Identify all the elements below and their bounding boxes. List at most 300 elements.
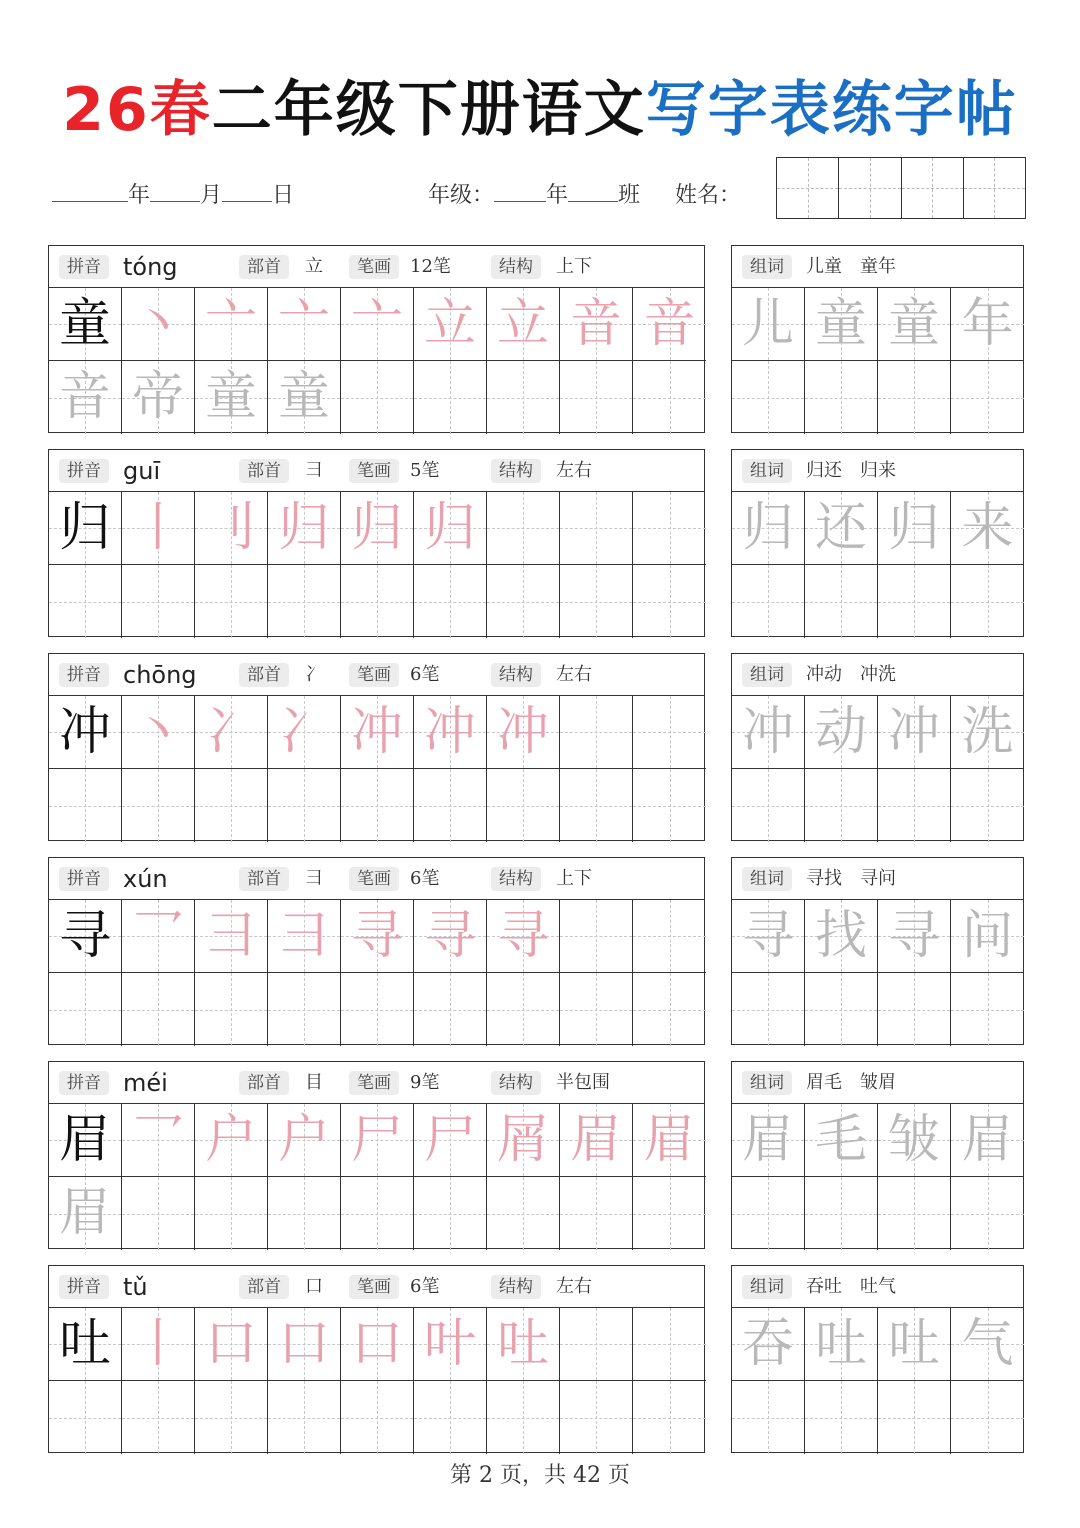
grid-cell[interactable] — [633, 1381, 706, 1454]
grid-cell[interactable] — [805, 1308, 878, 1381]
words-header — [732, 246, 1023, 288]
stroke-step-char: 归 — [423, 498, 476, 558]
grid-cell[interactable] — [122, 1177, 195, 1250]
grid-cell[interactable] — [195, 696, 268, 769]
grid-cell[interactable] — [341, 900, 414, 973]
words-header — [732, 1062, 1023, 1104]
radical-label: 部首 — [239, 1071, 289, 1095]
stroke-step-char: 彐 — [277, 906, 330, 966]
word-practice-panel — [731, 1265, 1024, 1453]
word-trace-char: 眉 — [741, 1110, 794, 1170]
words-value: 寻找 寻问 — [806, 868, 896, 889]
grid-cell[interactable] — [414, 288, 487, 361]
grid-cell[interactable] — [732, 492, 805, 565]
grid-cell[interactable] — [878, 361, 951, 434]
grid-cell[interactable] — [487, 1104, 560, 1177]
word-trace-char: 来 — [961, 498, 1014, 558]
pinyin-value: guī — [123, 457, 161, 485]
grid-cell[interactable] — [414, 1177, 487, 1250]
words-header — [732, 450, 1023, 492]
pinyin-value: tǔ — [123, 1273, 148, 1301]
grid-cell[interactable] — [560, 492, 633, 565]
grid-cell[interactable] — [732, 288, 805, 361]
stroke-step-char: 乛 — [131, 906, 184, 966]
stroke-step-char: 尸 — [423, 1110, 476, 1170]
grid-cell[interactable] — [49, 769, 122, 842]
stroke-step-char: 立 — [423, 294, 476, 354]
grid-cell[interactable] — [951, 900, 1024, 973]
model-char: 归 — [58, 498, 111, 558]
stroke-practice-panel — [48, 857, 705, 1045]
grid-cell[interactable] — [49, 696, 122, 769]
day-blank[interactable] — [222, 179, 272, 202]
stroke-step-char: 亠 — [350, 294, 403, 354]
stroke-step-char: 刂 — [204, 498, 257, 558]
grid-cell[interactable] — [487, 973, 560, 1046]
char-info-header — [49, 1062, 704, 1104]
grid-cell[interactable] — [633, 1104, 706, 1177]
grid-cell[interactable] — [49, 1177, 122, 1250]
grid-cell[interactable] — [195, 565, 268, 638]
grid-cell[interactable] — [633, 361, 706, 434]
grid-cell[interactable] — [951, 1177, 1024, 1250]
grid-cell[interactable] — [414, 361, 487, 434]
stroke-step-char: 眉 — [643, 1110, 696, 1170]
grid-cell[interactable] — [487, 361, 560, 434]
grid-cell[interactable] — [732, 1177, 805, 1250]
grid-cell[interactable] — [268, 900, 341, 973]
grid-cell[interactable] — [633, 769, 706, 842]
strokes-value: 6笔 — [410, 664, 440, 685]
grid-cell[interactable] — [878, 900, 951, 973]
stroke-step-char: 归 — [277, 498, 330, 558]
grid-cell[interactable] — [341, 565, 414, 638]
grid-cell[interactable] — [341, 1381, 414, 1454]
grid-cell[interactable] — [268, 1104, 341, 1177]
grid-cell[interactable] — [633, 1308, 706, 1381]
stroke-step-char: 户 — [204, 1110, 257, 1170]
model-char: 冲 — [58, 702, 111, 762]
stroke-step-char: 立 — [496, 294, 549, 354]
words-label: 组词 — [742, 255, 792, 279]
stroke-step-char: 口 — [350, 1314, 403, 1374]
grid-cell[interactable] — [633, 492, 706, 565]
structure-label: 结构 — [491, 1071, 541, 1095]
grid-cell[interactable] — [122, 361, 195, 434]
word-trace-char: 冲 — [887, 702, 940, 762]
stroke-step-char: 归 — [350, 498, 403, 558]
radical-label: 部首 — [239, 663, 289, 687]
grid-cell[interactable] — [805, 973, 878, 1046]
grid-cell[interactable] — [341, 696, 414, 769]
grid-cell[interactable] — [122, 1308, 195, 1381]
grid-cell[interactable] — [487, 696, 560, 769]
grid-cell[interactable] — [341, 769, 414, 842]
stroke-step-char: 眉 — [569, 1110, 622, 1170]
grid-cell[interactable] — [49, 361, 122, 434]
grid-cell[interactable] — [268, 1308, 341, 1381]
grid-cell[interactable] — [878, 696, 951, 769]
grid-cell[interactable] — [732, 565, 805, 638]
grid-cell[interactable] — [633, 565, 706, 638]
grid-cell[interactable] — [122, 696, 195, 769]
grid-cell[interactable] — [805, 565, 878, 638]
grid-cell[interactable] — [268, 973, 341, 1046]
pinyin-label: 拼音 — [59, 1071, 109, 1095]
word-writing-grid — [732, 492, 1023, 636]
grid-cell[interactable] — [560, 900, 633, 973]
structure-value: 半包围 — [556, 1072, 610, 1093]
stroke-step-char: 冫 — [204, 702, 257, 762]
grid-cell[interactable] — [268, 769, 341, 842]
grid-cell[interactable] — [195, 1381, 268, 1454]
month-blank[interactable] — [150, 179, 200, 202]
strokes-label: 笔画 — [349, 1275, 399, 1299]
char-info-header — [49, 1266, 704, 1308]
stroke-step-char: 丶 — [131, 294, 184, 354]
grid-cell[interactable] — [414, 900, 487, 973]
word-trace-char: 吞 — [741, 1314, 794, 1374]
model-char: 眉 — [58, 1110, 111, 1170]
name-cell[interactable] — [839, 158, 901, 218]
pinyin-value: méi — [123, 1069, 168, 1097]
grid-cell[interactable] — [195, 1177, 268, 1250]
radical-label: 部首 — [239, 459, 289, 483]
grid-cell[interactable] — [633, 900, 706, 973]
word-trace-char: 气 — [961, 1314, 1014, 1374]
words-label: 组词 — [742, 1275, 792, 1299]
grid-cell[interactable] — [878, 1177, 951, 1250]
grid-cell[interactable] — [341, 1308, 414, 1381]
stroke-step-char: 音 — [58, 367, 111, 427]
strokes-label: 笔画 — [349, 1071, 399, 1095]
structure-value: 左右 — [556, 1276, 592, 1297]
word-writing-grid — [732, 288, 1023, 432]
strokes-label: 笔画 — [349, 459, 399, 483]
class-line — [428, 178, 741, 214]
grid-cell[interactable] — [560, 973, 633, 1046]
char-block-2 — [48, 449, 1025, 637]
word-trace-char: 动 — [814, 702, 867, 762]
grid-cell[interactable] — [878, 288, 951, 361]
page-title — [0, 70, 1080, 150]
grid-cell[interactable] — [951, 1104, 1024, 1177]
words-header — [732, 1266, 1023, 1308]
grid-cell[interactable] — [49, 900, 122, 973]
grid-cell[interactable] — [122, 565, 195, 638]
grid-cell[interactable] — [195, 900, 268, 973]
grid-cell[interactable] — [122, 973, 195, 1046]
words-label: 组词 — [742, 1071, 792, 1095]
char-block-3 — [48, 653, 1025, 841]
grid-cell[interactable] — [341, 288, 414, 361]
radical-value: 冫 — [305, 664, 323, 685]
grid-cell[interactable] — [195, 1104, 268, 1177]
grid-cell[interactable] — [195, 361, 268, 434]
grid-cell[interactable] — [560, 288, 633, 361]
grid-cell[interactable] — [805, 288, 878, 361]
grid-cell[interactable] — [341, 973, 414, 1046]
grid-cell[interactable] — [560, 1308, 633, 1381]
word-trace-char: 吐 — [887, 1314, 940, 1374]
grid-cell[interactable] — [805, 1177, 878, 1250]
stroke-step-char: 丨 — [131, 498, 184, 558]
char-block-6 — [48, 1265, 1025, 1453]
writing-grid — [49, 288, 704, 432]
words-value: 儿童 童年 — [806, 256, 896, 277]
page-footer: 第 2 页，共 42 页 — [450, 1463, 630, 1488]
grid-cell[interactable] — [49, 288, 122, 361]
name-box[interactable] — [776, 157, 1026, 219]
stroke-step-char: 彐 — [204, 906, 257, 966]
grid-cell[interactable] — [805, 769, 878, 842]
structure-value: 上下 — [556, 868, 592, 889]
grid-cell[interactable] — [951, 361, 1024, 434]
stroke-step-char: 寻 — [350, 906, 403, 966]
strokes-value: 5笔 — [410, 460, 440, 481]
grid-cell[interactable] — [122, 1104, 195, 1177]
grid-cell[interactable] — [951, 769, 1024, 842]
words-value: 归还 归来 — [806, 460, 896, 481]
grid-cell[interactable] — [122, 288, 195, 361]
structure-value: 上下 — [556, 256, 592, 277]
grid-cell[interactable] — [195, 769, 268, 842]
grid-cell[interactable] — [951, 973, 1024, 1046]
model-char: 寻 — [58, 906, 111, 966]
grid-cell[interactable] — [732, 361, 805, 434]
word-trace-char: 儿 — [741, 294, 794, 354]
grid-cell[interactable] — [805, 361, 878, 434]
stroke-step-char: 童 — [277, 367, 330, 427]
grid-cell[interactable] — [633, 973, 706, 1046]
grid-cell[interactable] — [268, 288, 341, 361]
grid-cell[interactable] — [195, 1308, 268, 1381]
words-header — [732, 858, 1023, 900]
grid-cell[interactable] — [414, 696, 487, 769]
grid-cell[interactable] — [49, 973, 122, 1046]
grid-cell[interactable] — [122, 492, 195, 565]
stroke-step-char: 冲 — [350, 702, 403, 762]
strokes-value: 12笔 — [410, 256, 451, 277]
grid-cell[interactable] — [732, 1104, 805, 1177]
grid-cell[interactable] — [732, 1308, 805, 1381]
grid-cell[interactable] — [49, 1381, 122, 1454]
grid-cell[interactable] — [49, 565, 122, 638]
title-part-copybook: 写字表练字帖 — [645, 75, 1018, 145]
stroke-step-char: 帝 — [131, 367, 184, 427]
word-trace-char: 眉 — [961, 1110, 1014, 1170]
grid-cell[interactable] — [878, 565, 951, 638]
class-blank[interactable] — [568, 179, 618, 202]
words-label: 组词 — [742, 459, 792, 483]
structure-label: 结构 — [491, 867, 541, 891]
grid-cell[interactable] — [49, 492, 122, 565]
grid-cell[interactable] — [805, 1381, 878, 1454]
grid-cell[interactable] — [805, 900, 878, 973]
name-label: 姓名： — [675, 183, 742, 208]
grid-cell[interactable] — [414, 769, 487, 842]
date-line — [52, 178, 294, 214]
grid-cell[interactable] — [49, 1104, 122, 1177]
day-label: 日 — [272, 183, 295, 208]
grid-cell[interactable] — [878, 769, 951, 842]
grid-cell[interactable] — [195, 973, 268, 1046]
grid-cell[interactable] — [487, 1381, 560, 1454]
grid-cell[interactable] — [878, 1381, 951, 1454]
stroke-step-char: 童 — [204, 367, 257, 427]
grid-cell[interactable] — [560, 769, 633, 842]
stroke-step-char: 亠 — [277, 294, 330, 354]
writing-grid — [49, 900, 704, 1044]
stroke-step-char: 吐 — [496, 1314, 549, 1374]
grid-cell[interactable] — [487, 492, 560, 565]
stroke-step-char: 冫 — [277, 702, 330, 762]
word-trace-char: 年 — [961, 294, 1014, 354]
grid-cell[interactable] — [487, 565, 560, 638]
grid-cell[interactable] — [414, 1104, 487, 1177]
stroke-practice-panel — [48, 1061, 705, 1249]
grid-cell[interactable] — [122, 769, 195, 842]
strokes-label: 笔画 — [349, 255, 399, 279]
grid-cell[interactable] — [732, 769, 805, 842]
grid-cell[interactable] — [268, 492, 341, 565]
char-info-header — [49, 450, 704, 492]
grid-cell[interactable] — [414, 565, 487, 638]
grid-cell[interactable] — [414, 1308, 487, 1381]
grid-cell[interactable] — [341, 361, 414, 434]
char-info-header — [49, 858, 704, 900]
grid-cell[interactable] — [805, 492, 878, 565]
words-value: 吞吐 吐气 — [806, 1276, 896, 1297]
structure-label: 结构 — [491, 1275, 541, 1299]
title-part-year: 26春 — [62, 75, 212, 145]
model-char: 童 — [58, 294, 111, 354]
grid-cell[interactable] — [951, 696, 1024, 769]
word-trace-char: 寻 — [887, 906, 940, 966]
writing-grid — [49, 1104, 704, 1248]
grid-cell[interactable] — [268, 565, 341, 638]
grid-cell[interactable] — [195, 288, 268, 361]
grid-cell[interactable] — [560, 1104, 633, 1177]
stroke-step-char: 眉 — [58, 1183, 111, 1243]
grade-label: 年级： — [428, 183, 495, 208]
grid-cell[interactable] — [878, 973, 951, 1046]
words-value: 冲动 冲洗 — [806, 664, 896, 685]
grid-cell[interactable] — [268, 696, 341, 769]
grid-cell[interactable] — [487, 900, 560, 973]
grid-cell[interactable] — [341, 1104, 414, 1177]
grid-cell[interactable] — [633, 696, 706, 769]
writing-grid — [49, 696, 704, 840]
stroke-step-char: 冲 — [423, 702, 476, 762]
stroke-practice-panel — [48, 653, 705, 841]
grid-cell[interactable] — [633, 288, 706, 361]
grid-cell[interactable] — [414, 1381, 487, 1454]
grid-cell[interactable] — [732, 696, 805, 769]
grid-cell[interactable] — [951, 1381, 1024, 1454]
stroke-step-char: 丶 — [131, 702, 184, 762]
grid-cell[interactable] — [487, 769, 560, 842]
word-practice-panel — [731, 1061, 1024, 1249]
radical-value: 口 — [305, 1276, 323, 1297]
word-trace-char: 童 — [814, 294, 867, 354]
grid-cell[interactable] — [805, 696, 878, 769]
stroke-step-char: 亠 — [204, 294, 257, 354]
grid-cell[interactable] — [487, 288, 560, 361]
grid-cell[interactable] — [122, 900, 195, 973]
grade-blank[interactable] — [494, 179, 546, 202]
grid-cell[interactable] — [732, 1381, 805, 1454]
title-part-grade: 二年级下册语文 — [211, 75, 646, 145]
grid-cell[interactable] — [122, 1381, 195, 1454]
grid-cell[interactable] — [268, 1381, 341, 1454]
grid-cell[interactable] — [878, 1308, 951, 1381]
grid-cell[interactable] — [414, 973, 487, 1046]
word-practice-panel — [731, 449, 1024, 637]
words-header — [732, 654, 1023, 696]
char-info-header — [49, 246, 704, 288]
char-block-4 — [48, 857, 1025, 1045]
grid-cell[interactable] — [414, 492, 487, 565]
grid-cell[interactable] — [732, 973, 805, 1046]
grid-cell[interactable] — [49, 1308, 122, 1381]
year-blank[interactable] — [52, 179, 128, 202]
grid-cell[interactable] — [805, 1104, 878, 1177]
grid-cell[interactable] — [633, 1177, 706, 1250]
name-cell[interactable] — [964, 158, 1025, 218]
grid-cell[interactable] — [487, 1177, 560, 1250]
word-trace-char: 归 — [887, 498, 940, 558]
grid-cell[interactable] — [268, 361, 341, 434]
word-trace-char: 冲 — [741, 702, 794, 762]
grid-cell[interactable] — [951, 1308, 1024, 1381]
writing-grid — [49, 492, 704, 636]
grid-cell[interactable] — [878, 492, 951, 565]
word-trace-char: 童 — [887, 294, 940, 354]
grid-cell[interactable] — [878, 1104, 951, 1177]
strokes-label: 笔画 — [349, 867, 399, 891]
name-cell[interactable] — [777, 158, 839, 218]
stroke-step-char: 尸 — [350, 1110, 403, 1170]
grid-cell[interactable] — [951, 288, 1024, 361]
word-writing-grid — [732, 900, 1023, 1044]
pinyin-label: 拼音 — [59, 663, 109, 687]
char-block-1 — [48, 245, 1025, 433]
grid-cell[interactable] — [732, 900, 805, 973]
grid-cell[interactable] — [560, 565, 633, 638]
structure-label: 结构 — [491, 663, 541, 687]
grid-cell[interactable] — [560, 1177, 633, 1250]
grid-cell[interactable] — [560, 1381, 633, 1454]
grid-cell[interactable] — [560, 696, 633, 769]
grid-cell[interactable] — [487, 1308, 560, 1381]
radical-label: 部首 — [239, 867, 289, 891]
grid-cell[interactable] — [341, 492, 414, 565]
grid-cell[interactable] — [951, 565, 1024, 638]
radical-value: 彐 — [305, 460, 323, 481]
year-label: 年 — [128, 183, 151, 208]
word-trace-char: 还 — [814, 498, 867, 558]
grid-cell[interactable] — [195, 492, 268, 565]
grid-cell[interactable] — [268, 1177, 341, 1250]
word-writing-grid — [732, 1308, 1023, 1452]
grid-cell[interactable] — [560, 361, 633, 434]
strokes-value: 6笔 — [410, 868, 440, 889]
radical-value: 彐 — [305, 868, 323, 889]
grid-cell[interactable] — [951, 492, 1024, 565]
grid-cell[interactable] — [341, 1177, 414, 1250]
name-cell[interactable] — [902, 158, 964, 218]
